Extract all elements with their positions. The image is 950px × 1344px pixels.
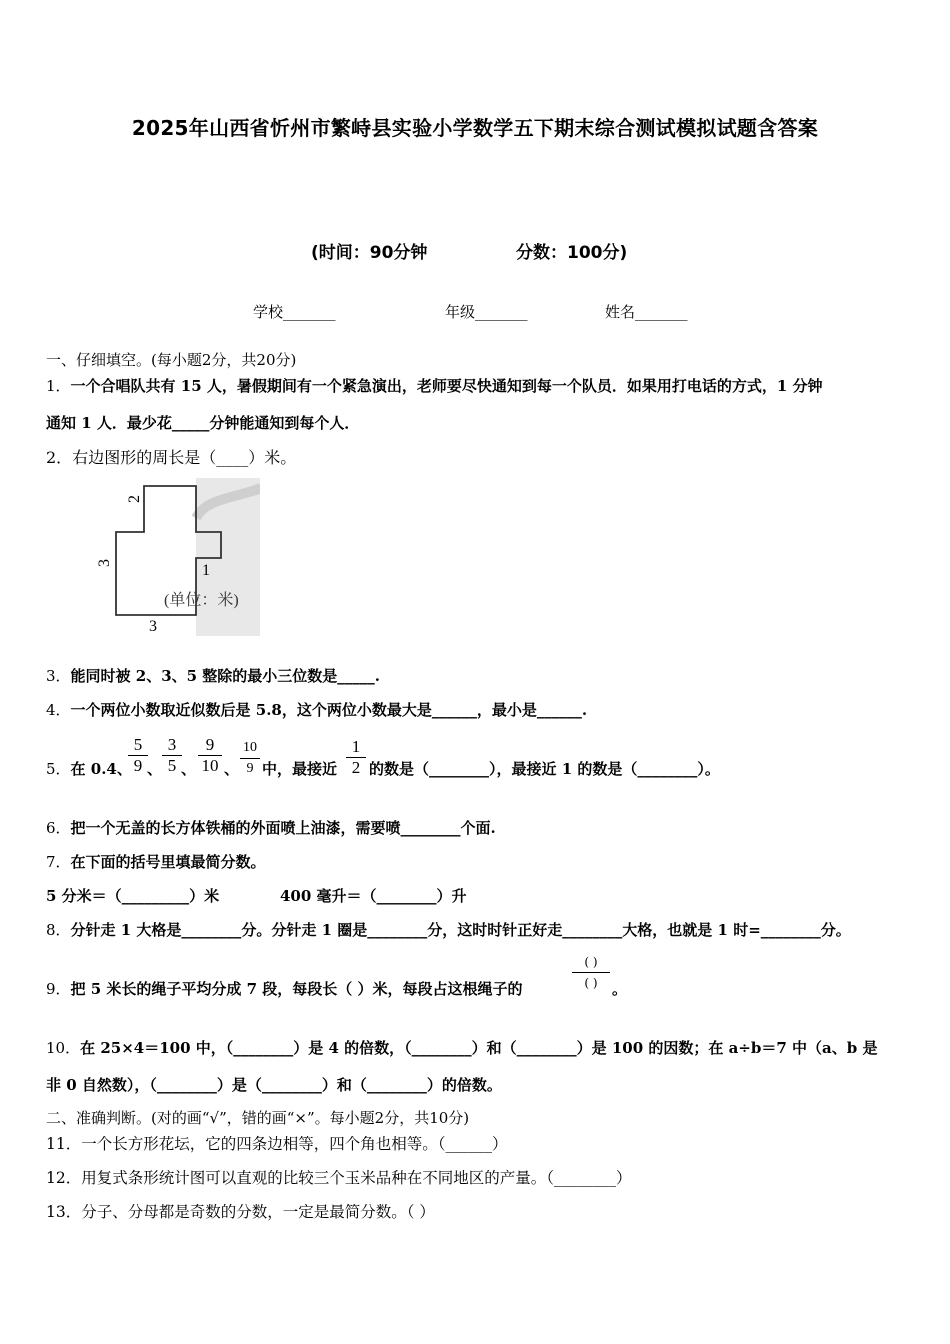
question-text: 把一个无盖的长方体铁桶的外面喷上油漆，需要喷________个面.	[70, 819, 496, 837]
question-number: 1．	[46, 377, 71, 395]
exam-score: 分数：100分)	[516, 243, 628, 263]
numerator: 9	[205, 735, 215, 754]
separator: 、	[224, 760, 240, 778]
numerator: ( )	[584, 955, 598, 969]
question-5-middle: 中，最接近	[262, 760, 338, 778]
separator: 、	[181, 760, 197, 778]
unit-label: (单位：米)	[164, 592, 239, 609]
fraction-bar	[572, 972, 610, 973]
question-7-part-a: 5 分米＝（_________）米	[46, 887, 220, 905]
document-title: 2025年山西省忻州市繁峙县实验小学数学五下期末综合测试模拟试题含答案	[131, 116, 819, 140]
question-3	[46, 666, 380, 686]
question-9-end: 。	[612, 980, 628, 998]
question-5-prefix	[46, 759, 132, 779]
fraction-bar	[240, 758, 260, 759]
fraction-1-2	[346, 738, 366, 777]
question-4	[46, 700, 587, 720]
question-number: 7．	[46, 853, 71, 871]
numerator: 1	[351, 737, 361, 756]
question-text: 在 0.4、	[70, 760, 132, 778]
fraction-blank	[572, 954, 610, 991]
question-7	[46, 852, 266, 872]
label-right: 1	[202, 562, 210, 579]
denominator: 5	[167, 756, 177, 775]
name-field: 姓名_______	[605, 303, 688, 321]
question-11	[46, 1134, 508, 1154]
question-5-suffix: 的数是（________），最接近 1 的数是（________）。	[369, 760, 720, 778]
question-number: 6．	[46, 819, 71, 837]
label-top: 2	[126, 495, 143, 503]
question-number: 4．	[46, 701, 71, 719]
question-number: 8．	[46, 921, 71, 939]
section-2-heading: 二、准确判断。(对的画“√”，错的画“×”。每小题2分，共10分)	[46, 1109, 470, 1127]
exam-time: (时间：90分钟	[311, 243, 428, 263]
denominator: 9	[246, 761, 254, 776]
numerator: 3	[167, 735, 177, 754]
question-number: 2．	[46, 448, 73, 467]
school-field: 学校_______	[253, 303, 336, 321]
question-1	[46, 376, 823, 396]
question-text: 一个两位小数取近似数后是 5.8，这个两位小数最大是______，最小是______.	[70, 701, 588, 719]
fraction-5-9	[128, 736, 148, 775]
question-1-line2: 通知 1 人．最少花_____分钟能通知到每个人．	[46, 414, 360, 432]
numerator: 10	[243, 740, 257, 755]
question-text: 一个长方形花坛，它的四条边相等，四个角也相等。（______）	[81, 1135, 508, 1153]
question-10-line2: 非 0 自然数），（________）是（________）和（________）的倍数。	[46, 1076, 502, 1094]
fraction-9-10	[198, 736, 222, 775]
denominator: 10	[201, 756, 219, 775]
question-text: 能同时被 2、3、5 整除的最小三位数是_____.	[70, 667, 381, 685]
label-left: 3	[96, 559, 113, 567]
question-13	[46, 1202, 435, 1222]
question-number: 13．	[46, 1203, 82, 1221]
denominator: 2	[351, 758, 361, 777]
numerator: 5	[133, 735, 143, 754]
question-text: 分子、分母都是奇数的分数，一定是最简分数。（ ）	[81, 1203, 435, 1221]
question-7-part-b: 400 毫升＝（________）升	[280, 887, 467, 905]
question-text: 在 25×4＝100 中，（________）是 4 的倍数，（________）和（________）是 100 的因数；在 a÷b＝7 中（a、b 是	[80, 1039, 878, 1057]
question-number: 5．	[46, 760, 71, 778]
separator: 、	[147, 760, 163, 778]
denominator: ( )	[584, 976, 598, 990]
question-number: 9．	[46, 980, 71, 998]
question-text: 右边图形的周长是（____）米。	[72, 448, 297, 467]
label-bottom: 3	[149, 618, 157, 635]
perimeter-figure	[46, 478, 260, 636]
fraction-10-9	[240, 739, 260, 778]
question-12	[46, 1168, 632, 1188]
question-text: 把 5 米长的绳子平均分成 7 段，每段长（ ）米，每段占这根绳子的	[70, 980, 523, 998]
question-6	[46, 818, 496, 838]
question-9	[46, 979, 523, 999]
section-1-heading: 一、仔细填空。(每小题2分，共20分)	[46, 351, 297, 369]
fraction-3-5	[162, 736, 182, 775]
question-10	[46, 1038, 877, 1058]
question-number: 12．	[46, 1169, 82, 1187]
question-number: 11．	[46, 1135, 82, 1153]
question-text: 一个合唱队共有 15 人，暑假期间有一个紧急演出，老师要尽快通知到每一个队员．如果用打电话的方式，1 分钟	[70, 377, 823, 395]
question-2	[46, 448, 296, 468]
denominator: 9	[133, 756, 143, 775]
question-text: 分针走 1 大格是________分。分针走 1 圈是________分，这时时针正好走________大格，也就是 1 时=________分。	[70, 921, 851, 939]
question-number: 10．	[46, 1039, 81, 1057]
question-8	[46, 920, 851, 940]
grade-field: 年级_______	[445, 303, 528, 321]
question-text: 用复式条形统计图可以直观的比较三个玉米品种在不同地区的产量。（________）	[81, 1169, 632, 1187]
question-number: 3．	[46, 667, 71, 685]
question-text: 在下面的括号里填最简分数。	[70, 853, 266, 871]
